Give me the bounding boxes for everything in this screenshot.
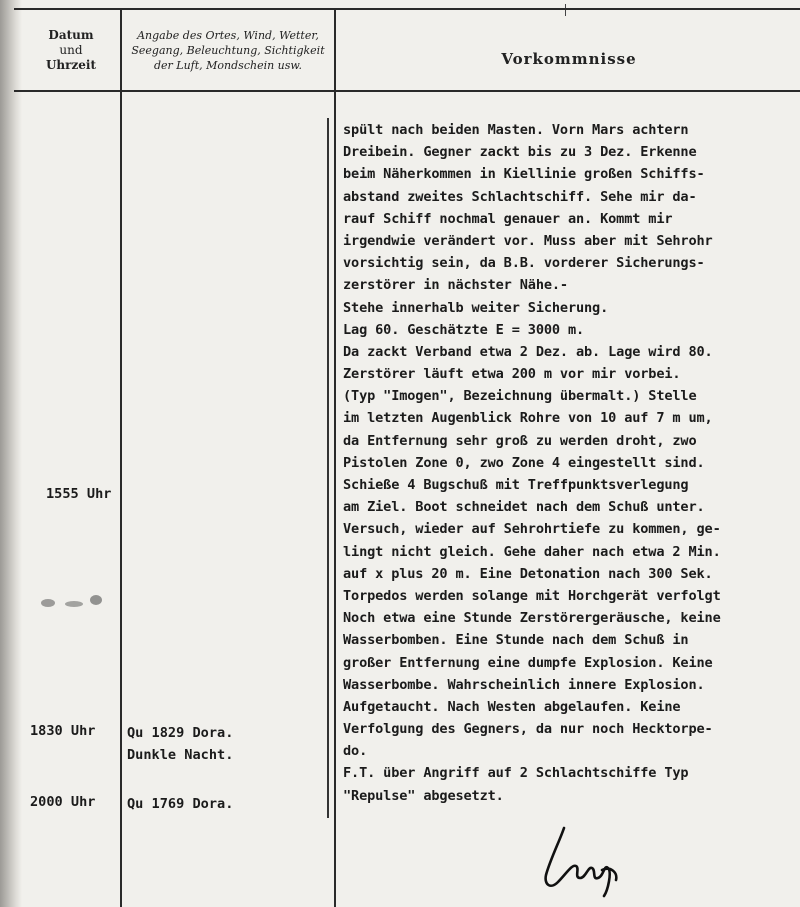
entry-line: Lag 60. Geschätzte E = 3000 m. [343, 321, 585, 338]
entry-line: Wasserbomben. Eine Stunde nach dem Schuß in [343, 632, 689, 649]
position-qu-1829: Qu 1829 Dora. [127, 725, 234, 741]
header-and-label: und [59, 43, 83, 57]
entry-line: beim Näherkommen in Kiellinie großen Schiffs- [343, 166, 705, 183]
header-date-label: Datum [48, 28, 94, 42]
entry-line: Da zackt Verband etwa 2 Dez. ab. Lage wird 80. [343, 343, 713, 360]
entry-line: vorsichtig sein, da B.B. vorderer Sicherungs- [343, 255, 705, 272]
top-tick-mark [565, 4, 566, 16]
entry-line: Dreibein. Gegner zackt bis zu 3 Dez. Erkenne [343, 144, 697, 161]
header-time-label: Uhrzeit [45, 58, 97, 72]
page-edge-shadow [0, 0, 22, 907]
entry-line: irgendwie verändert vor. Muss aber mit Sehrohr [343, 232, 713, 249]
entry-line: Noch etwa eine Stunde Zerstörergeräusche, keine [343, 610, 721, 627]
entry-line: do. [343, 743, 368, 760]
entry-line: rauf Schiff nochmal genauer an. Kommt mir [343, 210, 673, 227]
entry-line: abstand zweites Schlachtschiff. Sehe mir da- [343, 188, 697, 205]
entry-line: Pistolen Zone 0, zwo Zone 4 eingestellt sind. [343, 454, 705, 471]
header-conditions [122, 28, 334, 73]
entry-line: Versuch, wieder auf Sehrohrtiefe zu kommen, ge- [343, 521, 721, 538]
header-conditions-line2: Seegang, Beleuchtung, Sichtigkeit [131, 44, 325, 57]
time-1830: 1830 Uhr [30, 723, 96, 739]
entry-line: da Entfernung sehr groß zu werden droht, zwo [343, 432, 697, 449]
entry-line: großer Entfernung eine dumpfe Explosion. Keine [343, 654, 713, 671]
entry-line: Wasserbombe. Wahrscheinlich innere Explosion. [343, 676, 705, 693]
entry-line: Aufgetaucht. Nach Westen abgelaufen. Keine [343, 698, 681, 715]
header-events: Vorkommnisse [501, 50, 637, 68]
table-top-rule [14, 8, 800, 10]
entry-line: F.T. über Angriff auf 2 Schlachtschiffe Typ [343, 765, 689, 782]
header-date-time [22, 28, 120, 73]
entry-line: lingt nicht gleich. Gehe daher nach etwa 2 Min. [343, 543, 721, 560]
condition-dark-night: Dunkle Nacht. [127, 747, 234, 763]
entry-line: Zerstörer läuft etwa 200 m vor mir vorbei. [343, 366, 681, 383]
column-divider-2 [334, 8, 336, 907]
header-conditions-line1: Angabe des Ortes, Wind, Wetter, [137, 29, 319, 42]
header-conditions-line3: der Luft, Mondschein usw. [153, 59, 303, 72]
entry-line: Schieße 4 Bugschuß mit Treffpunktsverlegung [343, 477, 689, 493]
ink-smudge [36, 592, 106, 614]
header-bottom-rule [14, 90, 800, 92]
time-2000: 2000 Uhr [30, 794, 96, 810]
entry-line: "Repulse" abgesetzt. [343, 787, 504, 804]
entry-line: Stehe innerhalb weiter Sicherung. [343, 299, 609, 316]
entry-margin-line [327, 118, 333, 818]
signature [520, 820, 630, 900]
time-1555: 1555 Uhr [46, 486, 112, 502]
entry-line: Torpedos werden solange mit Horchgerät verfolgt [343, 587, 721, 604]
entry-line: am Ziel. Boot schneidet nach dem Schuß unter. [343, 499, 705, 516]
entry-line: zerstörer in nächster Nähe.- [343, 277, 568, 294]
entry-line: spült nach beiden Masten. Vorn Mars achtern [343, 122, 689, 138]
entry-line: Verfolgung des Gegners, da nur noch Hecktorpe- [343, 721, 713, 738]
entry-line: auf x plus 20 m. Eine Detonation nach 300 Sek. [343, 565, 713, 582]
events-text [343, 119, 800, 807]
entry-line: im letzten Augenblick Rohre von 10 auf 7 m um, [343, 410, 713, 427]
entry-line: (Typ "Imogen", Bezeichnung übermalt.) Stelle [343, 388, 697, 405]
position-qu-1769: Qu 1769 Dora. [127, 796, 234, 812]
column-divider-1 [120, 8, 122, 907]
